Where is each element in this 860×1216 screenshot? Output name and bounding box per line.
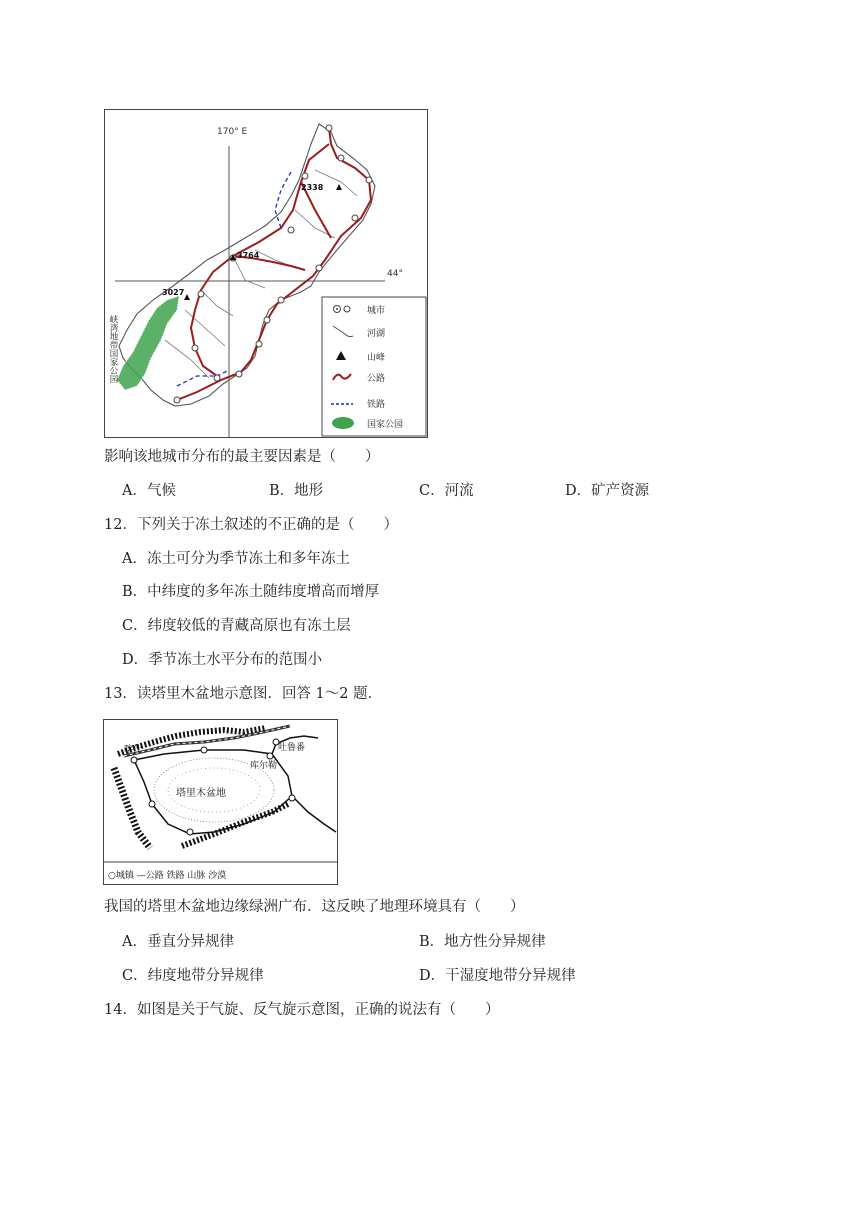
legend-label-peak: 山峰 — [367, 353, 386, 363]
q13-question: 我国的塔里木盆地边缘绿洲广布．这反映了地理环境具有（ ） — [104, 899, 525, 915]
q12-option-a: A．冻土可分为季节冻土和多年冻土 — [122, 551, 350, 567]
city-label-kashgar: 喀什 — [124, 745, 143, 755]
legend-label-city: 城市 — [367, 306, 386, 316]
q12-stem: 12．下列关于冻土叙述的不正确的是（ ） — [104, 517, 398, 533]
q13-option-d: D．干湿度地带分异规律 — [419, 968, 576, 984]
basin-label: 塔里木盆地 — [176, 788, 226, 799]
q13-option-c: C．纬度地带分异规律 — [122, 968, 264, 984]
tarim-basin-map — [103, 719, 338, 885]
park-vertical-label: 峡湾地带国家公园 — [108, 315, 118, 383]
map-graphic — [105, 110, 427, 437]
city-label-turpan: 吐鲁番 — [278, 743, 306, 753]
legend-label-park: 国家公园 — [367, 420, 404, 430]
peak-label-2: 3764 — [237, 251, 260, 260]
legend-box — [322, 297, 426, 436]
q11-option-a: A．气候 — [122, 483, 176, 499]
peak-label-1: 2338 — [301, 183, 324, 192]
q11-option-d: D．矿产资源 — [565, 483, 650, 499]
town-markers — [131, 739, 295, 835]
southern-mountains — [182, 804, 288, 846]
peak-marker-1 — [336, 184, 342, 190]
peak-marker-3 — [184, 294, 190, 300]
q13-stem: 13．读塔里木盆地示意图．回答 1～2 题． — [104, 686, 383, 702]
railway-lines — [177, 172, 291, 386]
tarim-legend-text: ○城镇 —公路 铁路 山脉 沙漠 — [108, 871, 227, 881]
legend-label-highway: 公路 — [367, 374, 386, 384]
legend-label-river: 河湖 — [367, 329, 386, 339]
peak-label-3: 3027 — [162, 288, 185, 297]
q11-stem: 影响该地城市分布的最主要因素是（ ） — [104, 449, 380, 465]
q13-option-b: B．地方性分异规律 — [419, 934, 546, 950]
national-park-icon — [332, 417, 354, 429]
national-park-area — [117, 296, 179, 390]
q14-stem: 14．如图是关于气旋、反气旋示意图，正确的说法有（ ） — [104, 1002, 500, 1018]
q11-option-b: B．地形 — [269, 483, 324, 499]
q12-option-c: C．纬度较低的青藏高原也有冻土层 — [122, 618, 351, 634]
parallel-label: 44° — [387, 269, 403, 279]
city-label-korla: 库尔勒 — [250, 761, 278, 771]
western-mountains — [114, 768, 150, 848]
tarim-graphic — [104, 720, 337, 884]
legend-label-railway: 铁路 — [367, 400, 386, 410]
q12-option-b: B．中纬度的多年冻土随纬度增高而增厚 — [122, 584, 380, 600]
q11-option-c: C．河流 — [419, 483, 474, 499]
q12-option-d: D．季节冻土水平分布的范围小 — [122, 652, 323, 668]
meridian-label: 170° E — [217, 127, 248, 137]
q13-option-a: A．垂直分异规律 — [122, 934, 234, 950]
south-island-map — [104, 109, 428, 438]
